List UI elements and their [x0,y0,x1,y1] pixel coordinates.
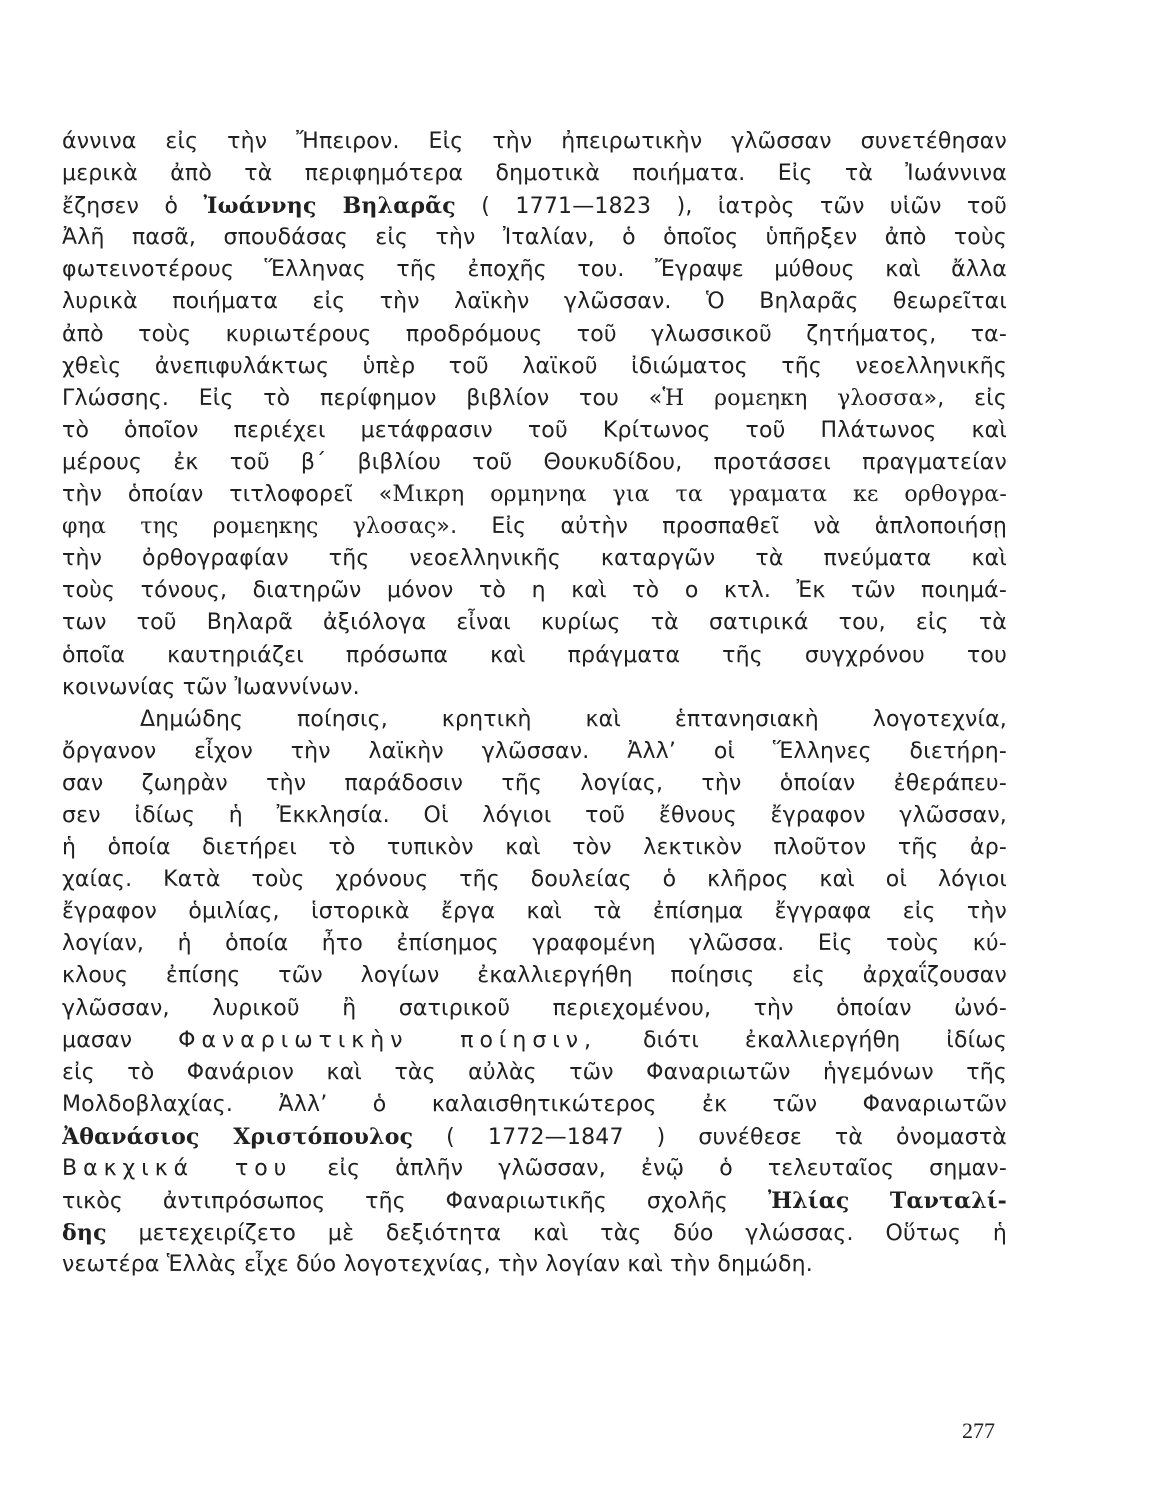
line-text: των τοῦ Βηλαρᾶ ἀξιόλογα εἶναι κυρίως τὰ σατιρικά του, εἰς τὰ [62,610,1007,636]
text-line [62,864,1007,896]
body-text [62,126,1007,1281]
text-line [62,832,1007,864]
page-number: 277 [962,1418,995,1443]
line-text: τὴν ὀρθογραφίαν τῆς νεοελληνικῆς καταργῶν τὰ πνεύματα καὶ [62,546,1007,572]
text-line [62,1089,1007,1121]
line-text: ἡ ὁποία διετήρει τὸ τυπικὸν καὶ τὸν λεκτικὸν πλοῦτον τῆς ἀρ- [62,835,1007,861]
text-line [62,383,1007,415]
text-line [62,1217,1007,1249]
text-line [62,222,1007,254]
line-text: μερικὰ ἀπὸ τὰ περιφημότερα δημοτικὰ ποιήματα. Εἰς τὰ Ἰωάννινα [62,161,1007,187]
line-text: μέρους ἐκ τοῦ β´ βιβλίου τοῦ Θουκυδίδου, προτάσσει πραγματείαν [62,449,1007,475]
text-line [62,1185,1007,1217]
line-text: χαίας. Κατὰ τοὺς χρόνους τῆς δουλείας ὁ κλῆρος καὶ οἱ λόγιοι [62,867,1007,893]
line-text: λυρικὰ ποιήματα εἰς τὴν λαϊκὴν γλῶσσαν. Ὁ Βηλαρᾶς θεωρεῖται [62,289,1007,315]
line-text: ὁποῖα καυτηριάζει πρόσωπα καὶ πράγματα τῆς συγχρόνου του [62,642,1007,668]
line-text: γλῶσσαν, λυρικοῦ ἢ σατιρικοῦ περιεχομένου, τὴν ὁποίαν ὠνό- [62,995,1007,1021]
treatise-title: Μικρη ορμηνηα για τα γραματα κε ορθογρα- [392,482,1007,508]
line-text: κοινωνίας τῶν Ἰωαννίνων. [62,674,360,700]
line-text: σεν ἰδίως ἡ Ἐκκλησία. Οἱ λόγιοι τοῦ ἔθνους ἔγραφον γλῶσσαν, [62,802,1007,828]
text-line [62,896,1007,928]
text-line [62,158,1007,190]
spaced-term: Φαναριωτικὴν ποίησιν, [178,1027,597,1053]
text-line [62,607,1007,639]
text-line [62,993,1007,1025]
text-line [62,704,1007,736]
text-line [62,928,1007,960]
text-line [62,351,1007,383]
person-name: Ἰωάννης Βηλαρᾶς [203,193,456,220]
text-line [62,575,1007,607]
line-text: τοὺς τόνους, διατηρῶν μόνον τὸ η καὶ τὸ ο κτλ. Ἐκ τῶν ποιημά- [62,578,1007,604]
person-name: Ἠλίας Τανταλί- [767,1188,1007,1215]
line-text: νεωτέρα Ἑλλὰς εἶχε δύο λογοτεχνίας, τὴν λογίαν καὶ τὴν δημώδη. [62,1252,813,1278]
text-line [62,447,1007,479]
line-text: ἔζησεν ὁ [62,194,179,220]
line-text: ( 1772—1847 ) συνέθεσε τὰ ὀνομαστὰ [446,1124,1007,1150]
line-text: μασαν [62,1027,133,1053]
text-line [62,736,1007,768]
text-line [62,479,1007,511]
line-text: κλους ἐπίσης τῶν λογίων ἐκαλλιεργήθη ποίησις εἰς ἀρχαΐζουσαν [62,963,1007,989]
text-line [62,190,1007,222]
line-text: άννινα εἰς τὴν Ἤπειρον. Εἰς τὴν ἠπειρωτικὴν γλῶσσαν συνετέθησαν [62,129,1007,154]
line-text: ». Εἰς αὐτὴν προσπαθεῖ νὰ ἁπλοποιήσῃ [436,514,1007,540]
line-text: », εἰς [923,385,1007,411]
line-text: διότι ἐκαλλιεργήθη ἰδίως [642,1027,1007,1053]
line-text: τὴν ὁποίαν τιτλοφορεῖ « [62,482,393,508]
book-title: Ἡ ρομεηκη γλοσσα [662,385,924,411]
text-line [62,672,1007,704]
text-line [62,1057,1007,1089]
text-line [62,511,1007,543]
line-text: Μολδοβλαχίας. Ἀλλ’ ὁ καλαισθητικώτερος ἐκ τῶν Φαναριωτῶν [62,1091,1007,1117]
line-text: μετεχειρίζετο μὲ δεξιότητα καὶ τὰς δύο γλώσσας. Οὕτως ἡ [138,1221,1007,1247]
line-text: Δημώδης ποίησις, κρητικὴ καὶ ἑπτανησιακὴ λογοτεχνία, [140,706,1007,732]
line-text: φωτεινοτέρους Ἕλληνας τῆς ἐποχῆς του. Ἔγραψε μύθους καὶ ἄλλα [62,257,1007,283]
text-line [62,319,1007,351]
line-text: Ἀλῆ πασᾶ, σπουδάσας εἰς τὴν Ἰταλίαν, ὁ ὁποῖος ὑπῆρξεν ἀπὸ τοὺς [62,225,1007,251]
text-line [62,640,1007,672]
text-line [62,1121,1007,1153]
text-line [62,1153,1007,1185]
text-line [62,415,1007,447]
text-line [62,800,1007,832]
line-text: εἰς ἁπλῆν γλῶσσαν, ἐνῷ ὁ τελευταῖος σημαν- [327,1156,1007,1181]
line-text: Γλώσσης. Εἰς τὸ περίφημον βιβλίον του « [62,385,663,411]
spaced-term: Βακχικά του [62,1156,293,1181]
line-text: εἰς τὸ Φανάριον καὶ τὰς αὐλὰς τῶν Φαναριωτῶν ἡγεμόνων τῆς [62,1059,1007,1085]
text-line [62,768,1007,800]
line-text: ἔγραφον ὁμιλίας, ἱστορικὰ ἔργα καὶ τὰ ἐπίσημα ἔγγραφα εἰς τὴν [62,899,1007,925]
text-line [62,1025,1007,1057]
line-text: ἀπὸ τοὺς κυριωτέρους προδρόμους τοῦ γλωσσικοῦ ζητήματος, τα- [62,321,1007,347]
text-line [62,960,1007,992]
text-line [62,543,1007,575]
line-text: ὄργανον εἶχον τὴν λαϊκὴν γλῶσσαν. Ἀλλ’ οἱ Ἕλληνες διετήρη- [62,738,1007,764]
line-text: σαν ζωηρὰν τὴν παράδοσιν τῆς λογίας, τὴν ὁποίαν ἐθεράπευ- [62,770,1007,796]
line-text: τικὸς ἀντιπρόσωπος τῆς Φαναριωτικῆς σχολῆς [62,1189,729,1215]
text-line [62,126,1007,158]
treatise-title: φηα της ρομεηκης γλοσας [62,514,437,540]
person-name: Ἀθανάσιος Χριστόπουλος [62,1123,414,1150]
text-line [62,286,1007,318]
text-line [62,1249,1007,1281]
text-line [62,254,1007,286]
line-text: τὸ ὁποῖον περιέχει μετάφρασιν τοῦ Κρίτωνος τοῦ Πλάτωνος καὶ [62,417,1007,443]
line-text: χθεὶς ἀνεπιφυλάκτως ὑπὲρ τοῦ λαϊκοῦ ἰδιώματος τῆς νεοελληνικῆς [62,353,1007,379]
person-name: δης [62,1220,107,1247]
line-text: λογίαν, ἡ ὁποία ἦτο ἐπίσημος γραφομένη γλῶσσα. Εἰς τοὺς κύ- [62,931,1007,957]
line-text: ( 1771—1823 ), ἰατρὸς τῶν υἱῶν τοῦ [481,194,1007,220]
